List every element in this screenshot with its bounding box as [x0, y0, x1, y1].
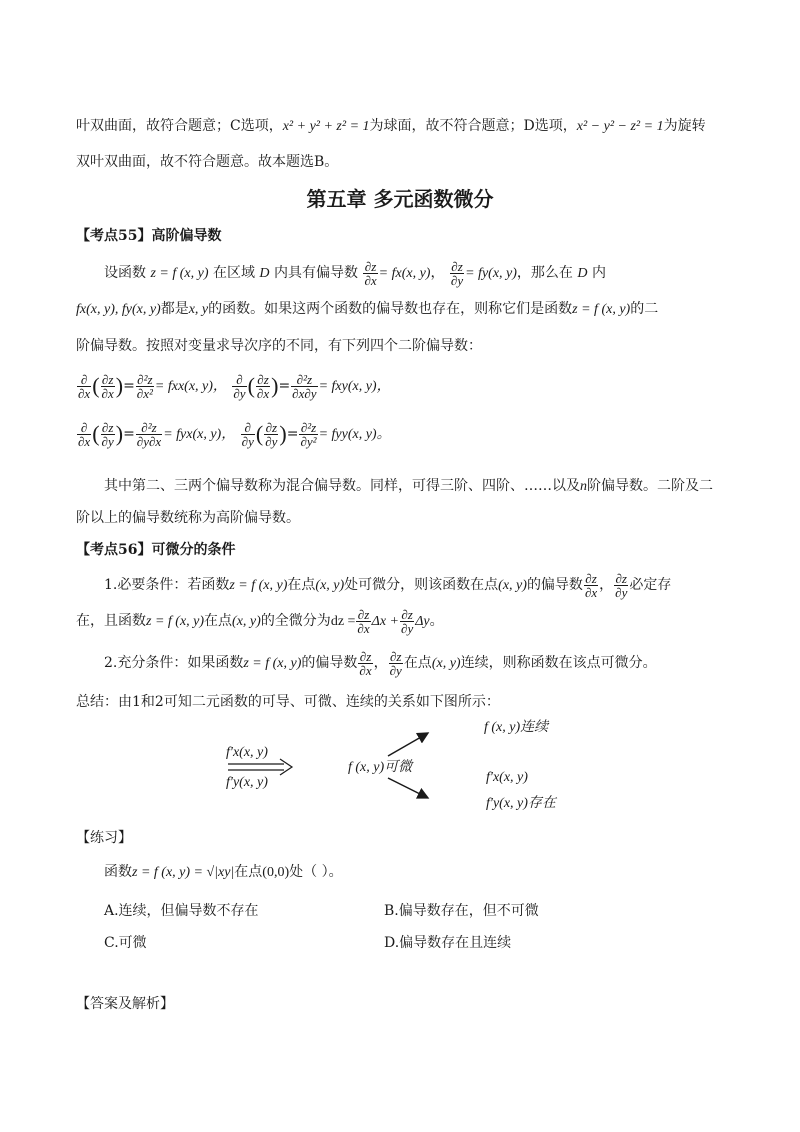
double-arrow-icon	[228, 759, 292, 775]
kp56-necessary: 1.必要条件：若函数z = f (x, y)在点(x, y)处可微分，则该函数在点(x, y)的偏导数 $\frac{\partial z}{\partial x}$ ， $\frac{\partial z}{\partial y}$ 必定存	[104, 570, 672, 600]
numerator: ∂z	[101, 419, 114, 435]
denominator: ∂y²	[300, 433, 317, 449]
question-equation: z = f (x, y) = √|xy|	[132, 865, 235, 880]
text: 设函数	[104, 265, 146, 281]
denominator: ∂y∂x	[136, 433, 162, 449]
numerator: ∂²z	[137, 371, 153, 387]
text: 为旋转	[663, 118, 706, 134]
numerator: ∂z	[359, 648, 372, 664]
numerator: ∂z	[101, 371, 114, 387]
denominator: ∂y	[233, 385, 246, 401]
denominator: ∂x²	[136, 385, 153, 401]
denominator: ∂y	[241, 433, 254, 449]
option-c[interactable]: C.可微	[104, 935, 147, 951]
function-z: z = f (x, y)	[150, 266, 209, 281]
diagram-fy-exist: f′y(x, y)存在	[486, 796, 556, 811]
denominator: ∂x	[256, 385, 270, 401]
text: 阶偏导数。二阶及二	[587, 478, 713, 494]
option-a[interactable]: A.连续，但偏导数不存在	[104, 903, 259, 919]
n: n	[580, 479, 587, 494]
numerator: ∂z	[585, 570, 597, 586]
text: 在点	[234, 864, 263, 880]
fxx: = fxx(x, y)，	[154, 379, 227, 394]
text: ，那么在	[516, 265, 573, 281]
region-d: D	[577, 266, 588, 281]
numerator: ∂	[241, 421, 255, 435]
fy: = fy(x, y)	[465, 266, 517, 281]
denominator: ∂x	[78, 433, 91, 449]
numerator: ∂²z	[300, 419, 317, 435]
second-order-row-2: $\frac{\partial}{\partial x}$ ( $\frac{\partial z}{\partial y}$ )= $\frac{\text{∂²z}}{\partial y\partial x}$ = fyx(x, y)， $\frac{\partial}{\partial y}$ ( $\frac{\partial z}{\partial y}$ )= $\frac{\text{∂²z}}{\text{∂y²}}$ = fyy(x, y)。	[78, 419, 391, 449]
numerator: ∂²z	[291, 373, 317, 387]
fyy: = fyy(x, y)。	[318, 427, 391, 442]
hyperboloid-equation: x² − y² − z² = 1	[576, 119, 664, 134]
denominator: ∂y	[401, 620, 414, 636]
text: 在区域	[212, 265, 255, 281]
numerator: ∂	[232, 373, 246, 387]
diagram-fx-partial: f′x(x, y)	[226, 745, 268, 760]
text: 函数	[104, 864, 132, 880]
function-z: z = f (x, y)	[243, 656, 302, 671]
numerator: ∂z	[451, 258, 463, 274]
answer-heading: 【答案及解析】	[76, 996, 174, 1012]
text: 的偏导数	[301, 655, 358, 671]
numerator: ∂z	[615, 570, 627, 586]
kp55-line-5: 阶以上的偏导数统称为高阶偏导数。	[76, 510, 300, 526]
text: 内	[591, 265, 606, 281]
numerator: ∂z	[401, 606, 413, 622]
diagram-fx-right: f′x(x, y)	[486, 770, 528, 785]
denominator: ∂x	[101, 385, 114, 401]
function-z: z = f (x, y)	[146, 614, 205, 629]
text: 在点	[204, 613, 233, 629]
vars: x, y	[188, 302, 209, 317]
numerator: ∂z	[257, 371, 269, 387]
denominator: ∂x∂y	[292, 385, 317, 401]
arrow-up-icon	[388, 733, 428, 756]
partials: fx(x, y), fy(x, y)	[76, 302, 161, 317]
point: (x, y)	[498, 578, 527, 593]
arrow-down-icon	[388, 778, 428, 798]
denominator: ∂x	[78, 385, 91, 401]
option-b[interactable]: B.偏导数存在，但不可微	[384, 903, 539, 919]
denominator: ∂y	[615, 584, 628, 600]
delta-x: Δx +	[371, 614, 400, 629]
origin-point: (0,0)	[262, 865, 290, 880]
dz: dz =	[330, 614, 356, 629]
denominator: ∂y	[101, 433, 114, 449]
text: 在点	[403, 655, 432, 671]
text: 都是	[160, 301, 189, 317]
fyx: = fyx(x, y)，	[163, 427, 236, 442]
fxy: = fxy(x, y)，	[318, 379, 391, 394]
numerator: ∂z	[364, 258, 377, 274]
delta-y: Δy	[415, 614, 430, 629]
denominator: ∂y	[389, 662, 402, 678]
kp56-heading: 【考点56】可微分的条件	[76, 542, 236, 558]
point: (x, y)	[232, 614, 261, 629]
text: 在，且函数	[76, 613, 146, 629]
text: 的函数。如果这两个函数的偏导数也存在，则称它们是函数	[208, 301, 573, 317]
function-z: z = f (x, y)	[229, 578, 288, 593]
second-order-row-1: $\frac{\partial}{\partial x}$ ( $\frac{\partial z}{\partial x}$ )= $\frac{\text{∂²z}}{\text{∂x²}}$ = fxx(x, y)， $\frac{\partial}{\partial y}$ ( $\frac{\partial z}{\partial x}$ )= $\frac{\text{∂²z}}{\partial x\partial y}$ = fxy(x, y)，	[78, 371, 391, 401]
numerator: ∂z	[357, 606, 370, 622]
denominator: ∂x	[584, 584, 598, 600]
numerator: ∂	[77, 373, 91, 387]
denominator: ∂x	[359, 662, 372, 678]
kp55-line-3: 阶偏导数。按照对变量求导次序的不同，有下列四个二阶偏导数：	[76, 338, 482, 354]
numerator: ∂z	[265, 419, 278, 435]
text: 。	[429, 613, 444, 629]
text: 双叶双曲面，故不符合题意。故本题选B。	[76, 154, 339, 170]
kp55-line-1: 设函数 z = f (x, y) 在区域 D 内具有偏导数 $\frac{\partial z}{\partial x}$ = fx(x, y)， $\frac{\partial z}{\partial y}$ = fy(x, y)，那么在 D 内	[104, 258, 606, 288]
text: 必定存	[629, 577, 672, 593]
exercise-question	[104, 860, 724, 884]
diagram-fy-partial: f′y(x, y)	[226, 775, 268, 790]
numerator: ∂	[77, 421, 91, 435]
text: 1.必要条件：若函数	[104, 577, 230, 593]
diagram-differentiable: f (x, y)可微	[348, 760, 413, 775]
text: 的全微分为	[260, 613, 331, 629]
text: 处（ ）。	[289, 864, 343, 880]
text: 的偏导数	[526, 577, 583, 593]
diagram-continuous: f (x, y)连续	[484, 720, 549, 735]
denominator: ∂y	[265, 433, 278, 449]
function-z: z = f (x, y)	[572, 302, 631, 317]
kp55-heading: 【考点55】高阶偏导数	[76, 228, 222, 244]
point: (x, y)	[315, 578, 345, 593]
kp56-sufficient: 2.充分条件：如果函数z = f (x, y)的偏导数 $\frac{\partial z}{\partial x}$ ， $\frac{\partial z}{\partial y}$ 在点(x, y)连续，则称函数在该点可微分。	[104, 648, 657, 678]
text: 为球面，故不符合题意；D选项，	[369, 118, 577, 134]
numerator: ∂²z	[136, 421, 162, 435]
numerator: ∂z	[389, 648, 402, 664]
point: (x, y)	[431, 656, 461, 671]
text: 的二	[630, 301, 659, 317]
option-d[interactable]: D.偏导数存在且连续	[384, 935, 512, 951]
text: 内具有偏导数	[273, 265, 358, 281]
denominator: ∂y	[450, 272, 464, 288]
text: 在点	[287, 577, 316, 593]
sphere-equation: x² + y² + z² = 1	[282, 119, 370, 134]
denominator: ∂x	[364, 272, 377, 288]
exercise-heading: 【练习】	[76, 830, 132, 846]
chapter-title: 第五章 多元函数微分	[306, 187, 494, 211]
kp56-summary: 总结：由1和2可知二元函数的可导、可微、连续的关系如下图所示：	[76, 694, 500, 710]
text: 处可微分，则该函数在点	[344, 577, 499, 593]
text: 连续，则称函数在该点可微分。	[460, 655, 657, 671]
text: 2.充分条件：如果函数	[104, 655, 244, 671]
text: 叶双曲面，故符合题意；C选项，	[76, 118, 283, 134]
text: 其中第二、三两个偏导数称为混合偏导数。同样，可得三阶、四阶、……以及	[104, 478, 580, 494]
denominator: ∂x	[357, 620, 370, 636]
region-d: D	[259, 266, 270, 281]
fx: = fx(x, y)	[378, 266, 431, 281]
